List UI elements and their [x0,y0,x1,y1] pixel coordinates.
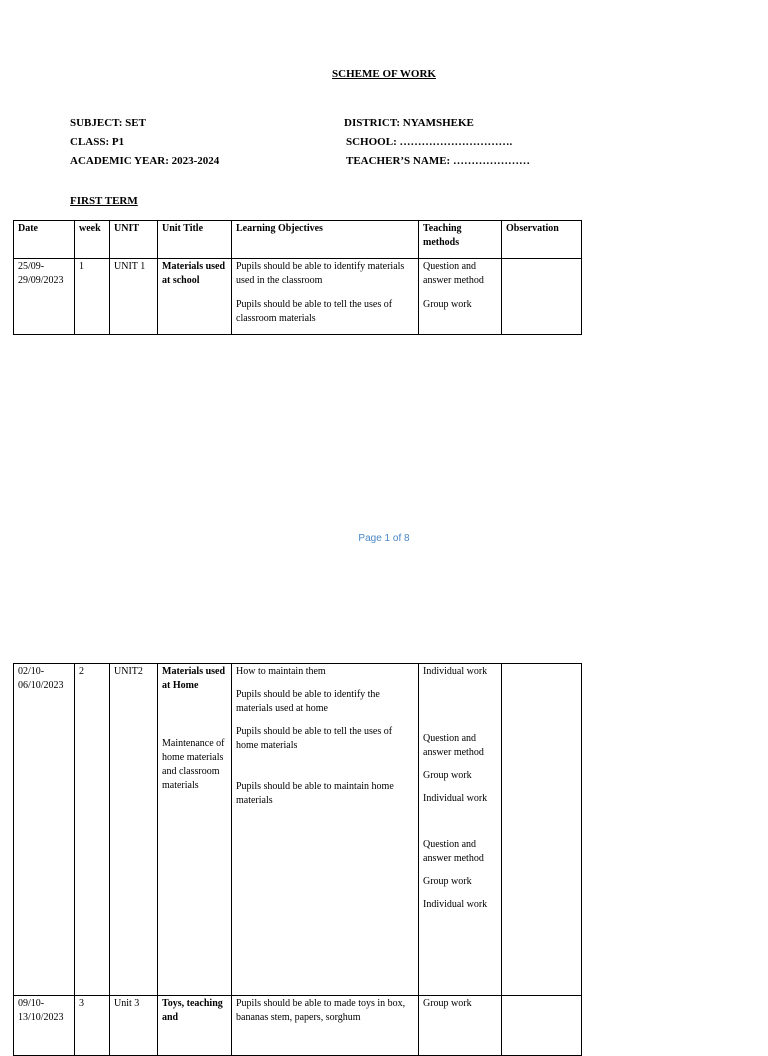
method-text: Group work [423,770,472,781]
page-footer: Page 1 of 8 [358,533,410,544]
cell-unit: UNIT 1 [110,259,158,335]
scheme-table-page1 [13,220,582,335]
method-text: Individual work [423,666,488,677]
objective-text: Pupils should be able to tell the uses of home materials [236,726,393,751]
left-meta-block [70,114,219,171]
cell-observation [502,996,582,1056]
cell-objectives [232,664,419,996]
academic-year-line: ACADEMIC YEAR: 2023-2024 [70,155,220,167]
cell-methods [419,259,502,335]
cell-methods [419,996,502,1056]
method-text: Question and answer method [423,261,484,286]
cell-methods [419,664,502,996]
header-unit: UNIT [110,221,158,259]
subject-line: SUBJECT: SET [70,117,146,129]
table-header-row [14,221,582,259]
table-row [14,996,582,1056]
class-line: CLASS: P1 [70,136,125,148]
cell-unit: Unit 3 [110,996,158,1056]
method-text: Group work [423,998,472,1009]
table-row [14,664,582,996]
document-title: SCHEME OF WORK [332,68,436,80]
cell-objectives [232,259,419,335]
right-meta-block [344,114,530,171]
cell-unit-title: Toys, teaching and [158,996,232,1056]
header-observation: Observation [502,221,582,259]
cell-date: 09/10-13/10/2023 [14,996,75,1056]
header-learning-objectives: Learning Objectives [232,221,419,259]
district-line: DISTRICT: NYAMSHEKE [344,117,474,129]
teacher-name-line: TEACHER’S NAME: ………………… [346,155,530,167]
table-row [14,259,582,335]
term-heading: FIRST TERM [70,195,138,207]
objective-text: Pupils should be able to made toys in box, bananas stem, papers, sorghum [236,998,406,1023]
cell-unit-title [158,664,232,996]
method-text: Individual work [423,899,488,910]
method-text: Group work [423,876,472,887]
header-teaching-methods: Teaching methods [419,221,502,259]
cell-week: 1 [75,259,110,335]
school-line: SCHOOL: …………………………. [346,136,513,148]
objective-text: Pupils should be able to identify the materials used at home [236,689,380,714]
objective-text: How to maintain them [236,666,326,677]
unit-title-text: Materials used at Home [162,666,226,691]
cell-objectives [232,996,419,1056]
cell-unit: UNIT2 [110,664,158,996]
scheme-table-page2 [13,663,582,1056]
method-text: Individual work [423,793,488,804]
objective-text: Pupils should be able to maintain home materials [236,781,394,806]
unit-subtitle-text: Maintenance of home materials and classroom materials [162,738,225,791]
cell-observation [502,664,582,996]
objective-text: Pupils should be able to identify materials used in the classroom [236,261,405,286]
method-text: Question and answer method [423,733,484,758]
header-unit-title: Unit Title [158,221,232,259]
cell-week: 2 [75,664,110,996]
method-text: Group work [423,299,472,310]
objective-text: Pupils should be able to tell the uses of classroom materials [236,299,393,324]
method-text: Question and answer method [423,839,484,864]
cell-unit-title: Materials used at school [158,259,232,335]
header-week: week [75,221,110,259]
cell-date: 02/10-06/10/2023 [14,664,75,996]
cell-observation [502,259,582,335]
cell-date: 25/09-29/09/2023 [14,259,75,335]
cell-week: 3 [75,996,110,1056]
header-date: Date [14,221,75,259]
